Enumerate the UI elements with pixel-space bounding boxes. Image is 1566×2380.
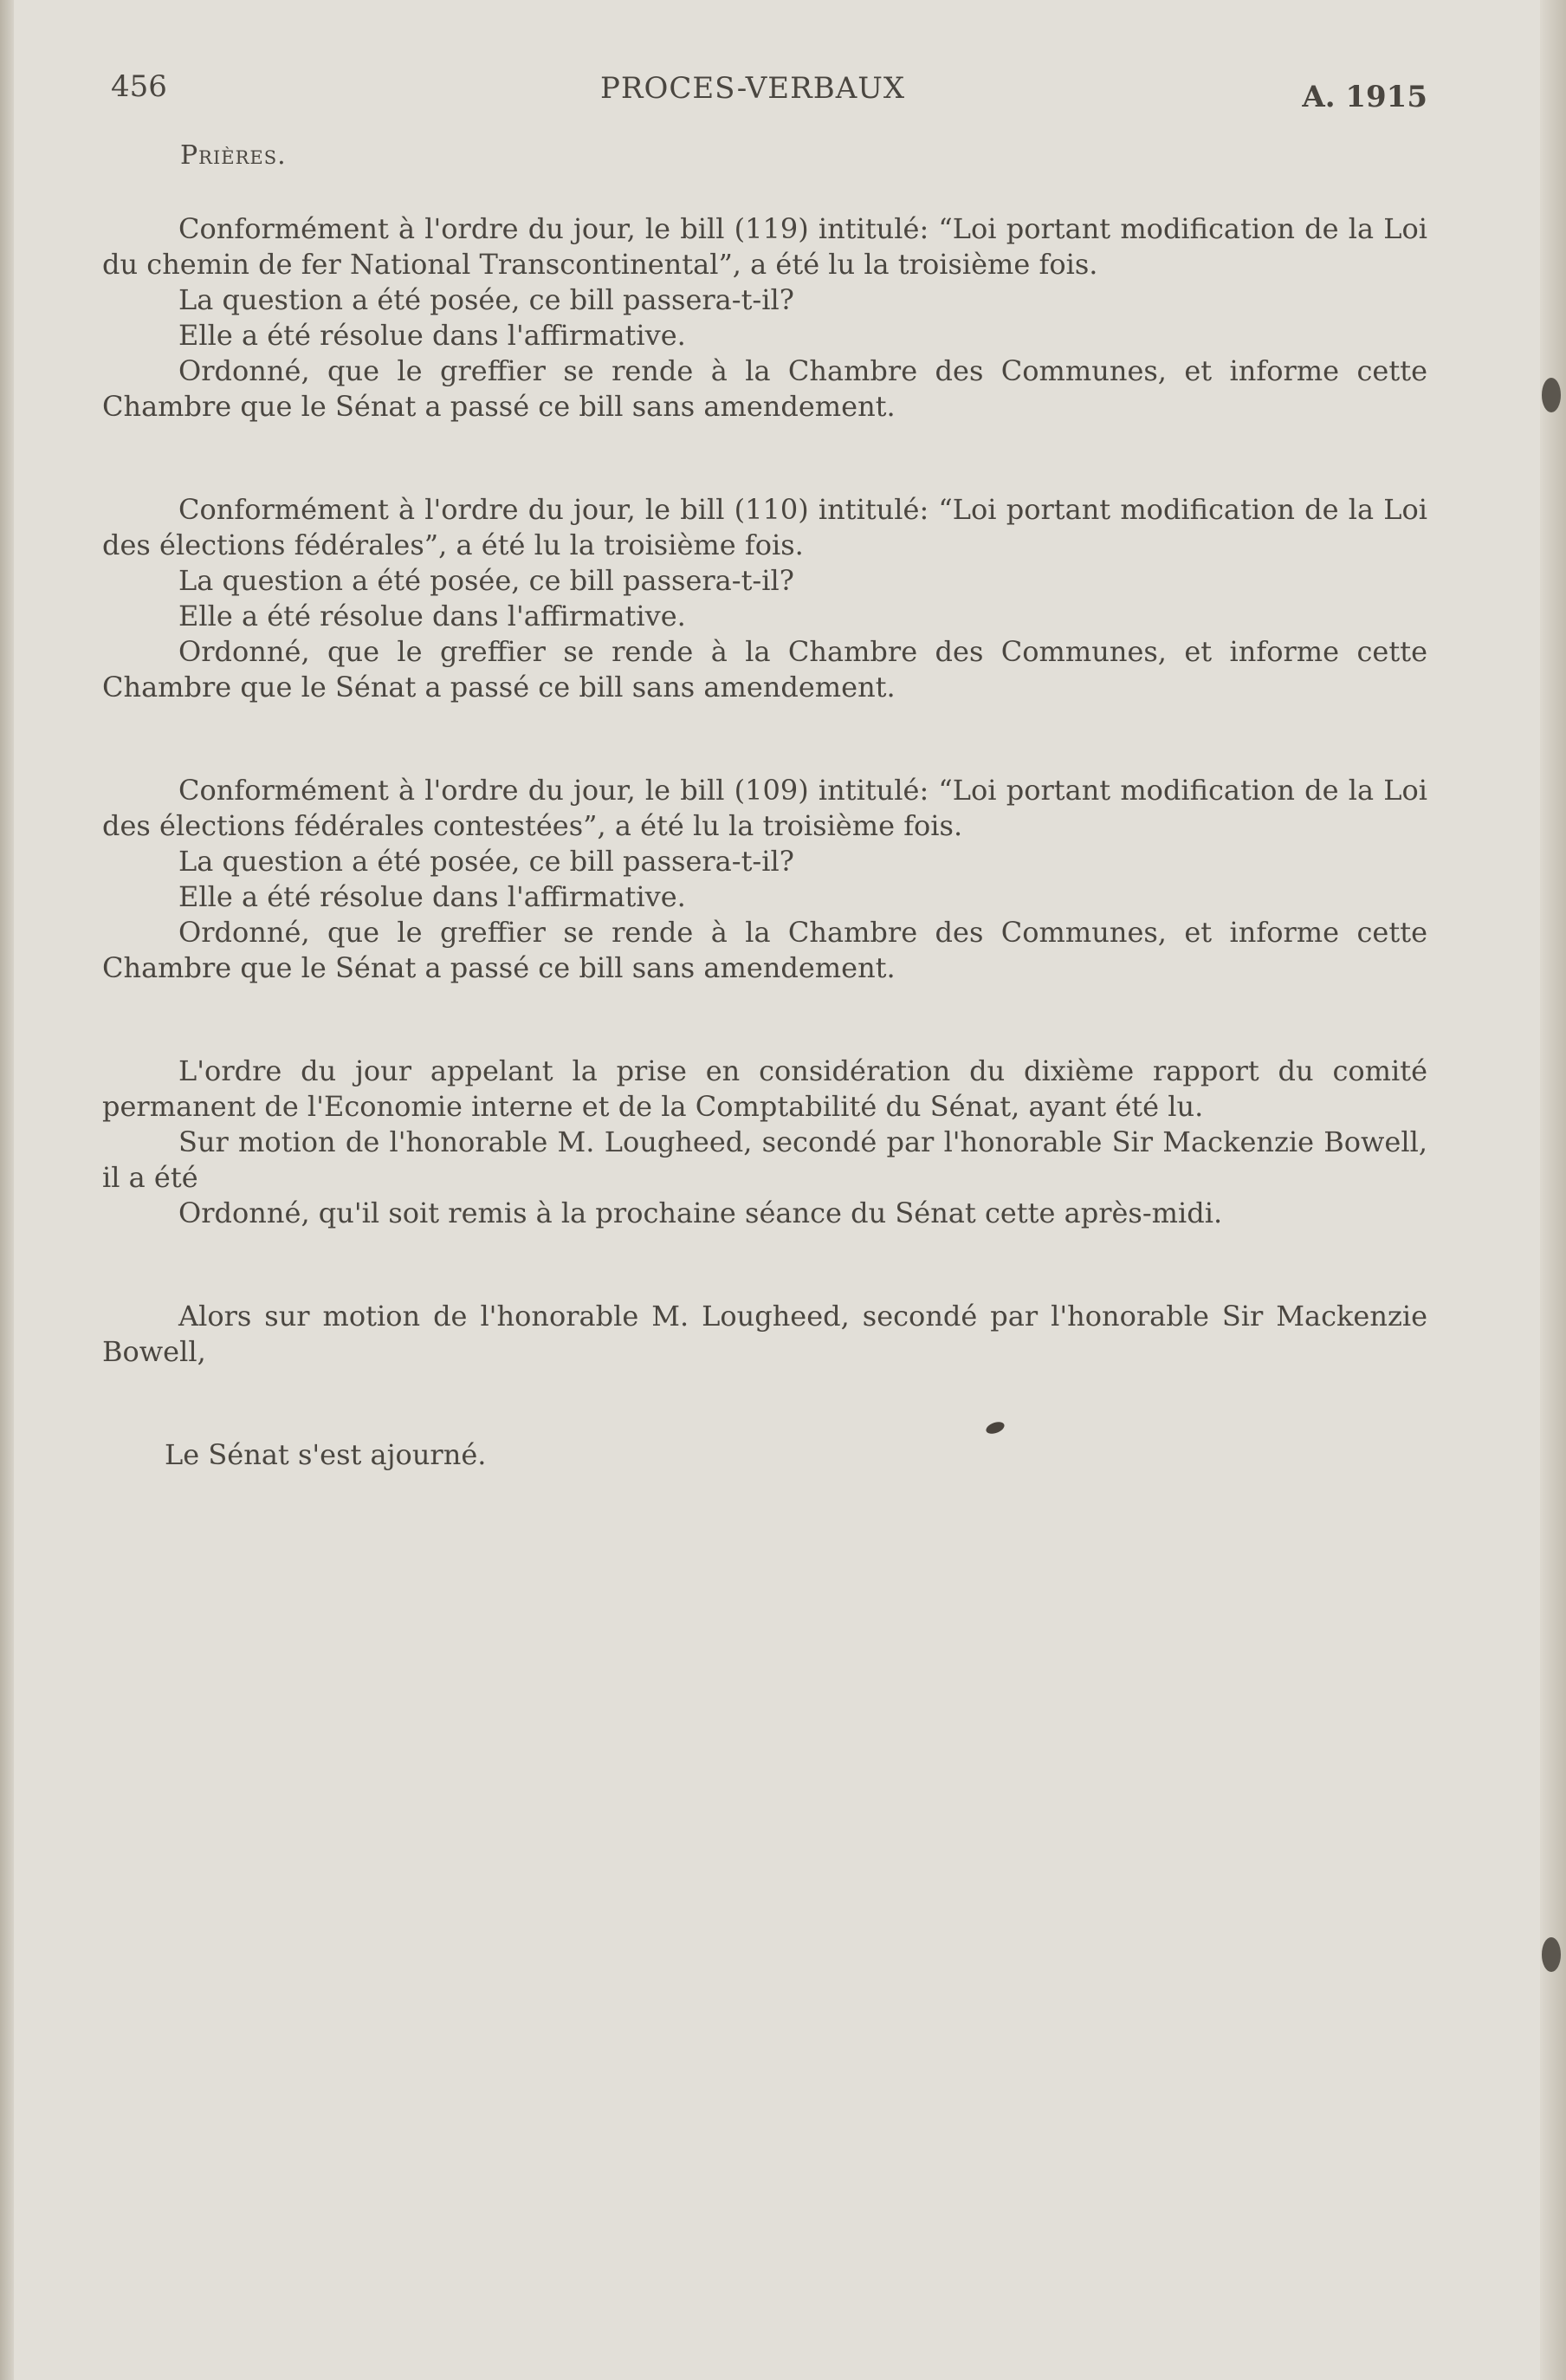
section-adjournment-motion (102, 1299, 1427, 1370)
page-left-edge (0, 0, 14, 2380)
running-header (102, 69, 1427, 113)
paragraph: Conformément à l'ordre du jour, le bill (109) intitulé: “Loi portant modification de la Loi des élections fédérales contestées”, a été lu la troisième fois. (102, 774, 1427, 842)
paragraph: Elle a été résolue dans l'affirmative. (178, 600, 686, 632)
paragraph: Elle a été résolue dans l'affirmative. (178, 880, 686, 913)
paragraph: Elle a été résolue dans l'affirmative. (178, 319, 686, 352)
page-right-edge (1540, 0, 1566, 2380)
paragraph: Ordonné, que le greffier se rende à la Chambre des Communes, et informe cette Chambre que le Sénat a passé ce bill sans amendement. (102, 916, 1427, 984)
section-bill-119 (102, 211, 1427, 425)
section-bill-109 (102, 773, 1427, 986)
paragraph: L'ordre du jour appelant la prise en considération du dixième rapport du comité permanent de l'Economie interne et de la Comptabilité du Sénat, ayant été lu. (102, 1054, 1427, 1123)
paragraph: La question a été posée, ce bill passera-t-il? (178, 283, 794, 316)
prayers-heading: Prières. (180, 140, 287, 171)
closing-line: Le Sénat s'est ajourné. (165, 1438, 487, 1471)
paragraph: Alors sur motion de l'honorable M. Lougheed, secondé par l'honorable Sir Mackenzie Bowell, (102, 1300, 1427, 1368)
paragraph: Ordonné, que le greffier se rende à la Chambre des Communes, et informe cette Chambre que le Sénat a passé ce bill sans amendement. (102, 354, 1427, 423)
paragraph: Ordonné, que le greffier se rende à la Chambre des Communes, et informe cette Chambre que le Sénat a passé ce bill sans amendement. (102, 635, 1427, 704)
paragraph: La question a été posée, ce bill passera-t-il? (178, 564, 794, 597)
paragraph: Sur motion de l'honorable M. Lougheed, secondé par l'honorable Sir Mackenzie Bowell, il a été (102, 1125, 1427, 1194)
section-bill-110 (102, 492, 1427, 705)
header-year: A. 1915 (1302, 80, 1427, 114)
binding-hole-upper (1542, 378, 1561, 412)
binding-hole-lower (1542, 1937, 1561, 1972)
paragraph: La question a été posée, ce bill passera-t-il? (178, 845, 794, 878)
paragraph: Conformément à l'ordre du jour, le bill (110) intitulé: “Loi portant modification de la Loi des élections fédérales”, a été lu la troisième fois. (102, 493, 1427, 561)
paragraph: Conformément à l'ordre du jour, le bill (119) intitulé: “Loi portant modification de la Loi du chemin de fer National Transcontinental”, a été lu la troisième fois. (102, 212, 1427, 281)
minutes-body (102, 211, 1427, 1473)
paragraph: Ordonné, qu'il soit remis à la prochaine séance du Sénat cette après-midi. (178, 1196, 1223, 1229)
page-number: 456 (111, 69, 167, 104)
section-committee-report (102, 1054, 1427, 1231)
header-title: PROCES-VERBAUX (600, 71, 906, 106)
